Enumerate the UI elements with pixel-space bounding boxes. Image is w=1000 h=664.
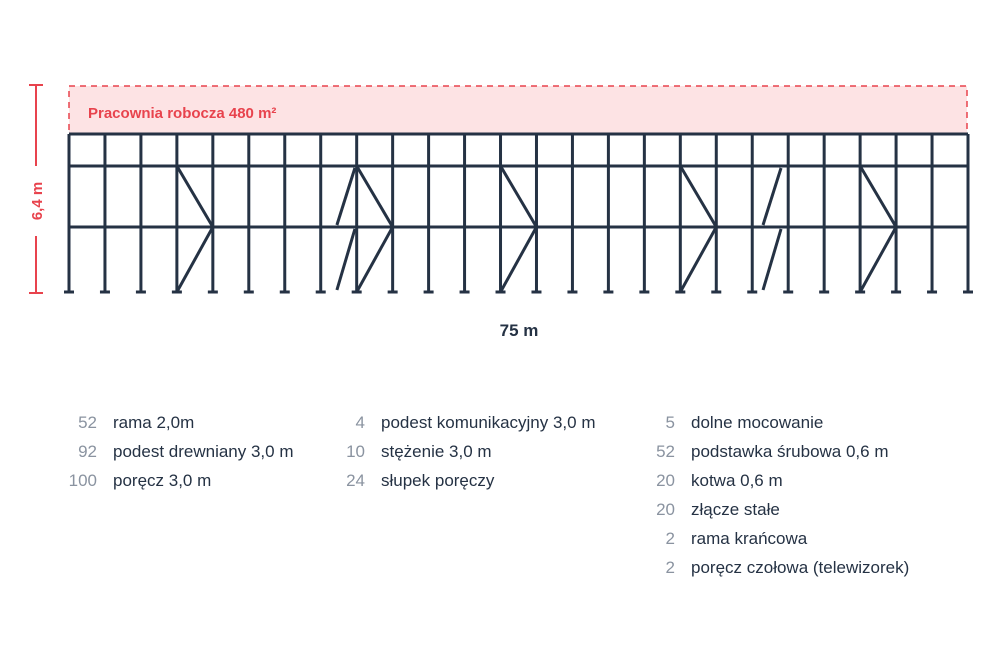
part-item (346, 470, 596, 499)
scaffold-brace (501, 166, 537, 227)
part-item (665, 528, 909, 557)
part-name: poręcz 3,0 m (113, 471, 212, 490)
work-area-label: Pracownia robocza 480 m² (88, 105, 277, 122)
part-quantity: 5 (665, 413, 675, 432)
part-item (78, 441, 294, 470)
scaffold-brace (177, 166, 213, 227)
part-name: podest drewniany 3,0 m (113, 442, 294, 461)
part-quantity: 20 (656, 500, 675, 519)
part-item (78, 412, 294, 441)
scaffold-brace (357, 166, 393, 227)
part-quantity: 4 (355, 413, 365, 432)
width-label: 75 m (499, 321, 539, 340)
part-name: podstawka śrubowa 0,6 m (691, 442, 889, 461)
scaffold-ladder (763, 229, 781, 290)
scaffold-brace (860, 227, 896, 292)
scaffold-brace (680, 227, 716, 292)
scaffold-ladder (337, 229, 355, 290)
part-name: dolne mocowanie (691, 413, 824, 432)
part-name: rama 2,0m (113, 413, 195, 432)
scaffold-ladder (337, 168, 355, 225)
part-quantity: 24 (346, 471, 365, 490)
part-name: kotwa 0,6 m (691, 471, 783, 490)
parts-list-column-3 (656, 412, 910, 586)
scaffold-brace (501, 227, 537, 292)
part-item (346, 441, 596, 470)
part-quantity: 10 (346, 442, 365, 461)
part-quantity: 2 (665, 529, 675, 548)
scaffold-brace (357, 227, 393, 292)
part-name: stężenie 3,0 m (381, 442, 492, 461)
scaffold-brace (680, 166, 716, 227)
part-item (656, 470, 909, 499)
part-name: poręcz czołowa (telewizorek) (691, 558, 910, 577)
part-quantity: 100 (68, 471, 97, 490)
part-item (68, 470, 294, 499)
part-name: rama krańcowa (691, 529, 808, 548)
part-item (355, 412, 596, 441)
part-quantity: 52 (78, 413, 97, 432)
parts-list-column-2 (346, 412, 596, 499)
part-name: podest komunikacyjny 3,0 m (381, 413, 596, 432)
part-quantity: 2 (665, 558, 675, 577)
part-item (656, 441, 909, 470)
part-name: słupek poręczy (381, 471, 495, 490)
height-label: 6,4 m (29, 181, 46, 221)
part-item (665, 557, 910, 586)
part-item (665, 412, 909, 441)
part-quantity: 20 (656, 471, 675, 490)
scaffold-brace (177, 227, 213, 292)
scaffold-structure (64, 134, 973, 292)
height-dimension (29, 85, 46, 293)
part-quantity: 52 (656, 442, 675, 461)
scaffold-brace (860, 166, 896, 227)
part-name: złącze stałe (691, 500, 780, 519)
parts-list-column-1 (68, 412, 294, 499)
part-item (656, 499, 909, 528)
part-quantity: 92 (78, 442, 97, 461)
scaffold-ladder (763, 168, 781, 225)
